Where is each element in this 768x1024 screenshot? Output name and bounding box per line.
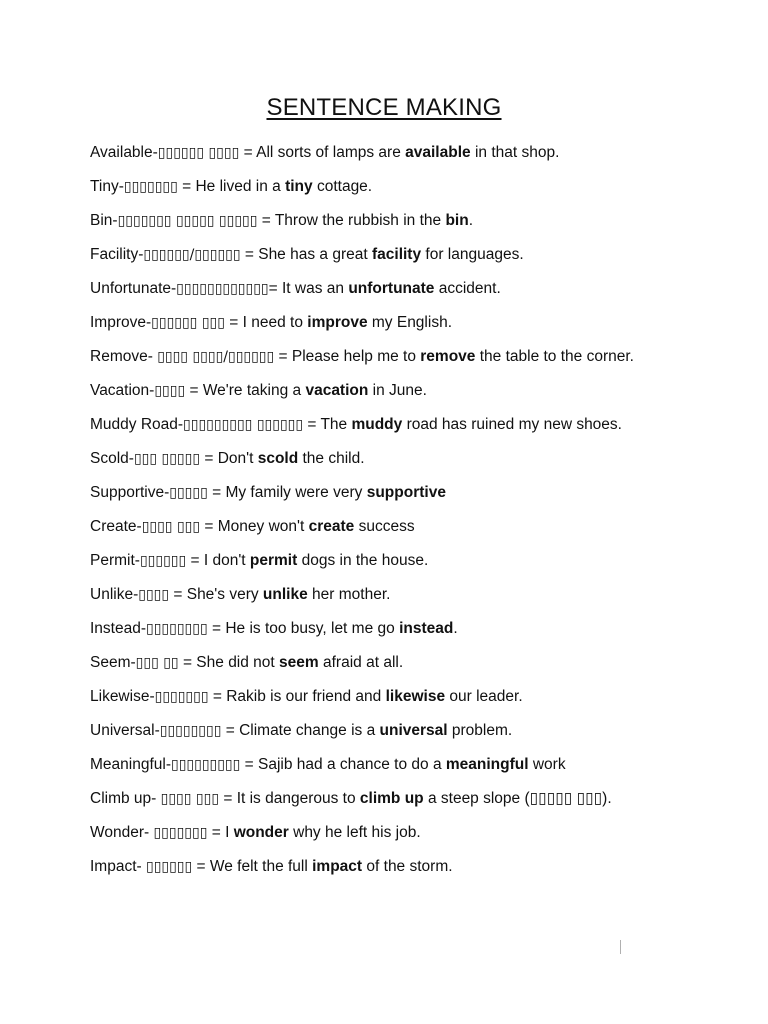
vocab-term: Remove- — [90, 348, 158, 365]
bengali-meaning: ▯▯▯▯▯▯/▯▯▯▯▯▯ — [143, 247, 241, 263]
page-edge-marker — [620, 940, 621, 954]
vocab-term: Instead- — [90, 620, 147, 637]
keyword-bold: tiny — [285, 178, 313, 195]
example-sentence-start: = He lived in a — [177, 178, 286, 195]
example-sentence-start: = She's very — [169, 586, 263, 603]
example-sentence-end: cottage. — [312, 178, 373, 195]
example-sentence-end: . — [453, 620, 458, 637]
keyword-bold: likewise — [385, 688, 446, 705]
bengali-meaning: ▯▯▯▯▯▯▯ — [153, 825, 208, 841]
bengali-meaning: ▯▯▯ ▯▯ — [135, 655, 179, 671]
vocab-term: Supportive- — [90, 484, 170, 501]
example-sentence-start: = Throw the rubbish in the — [257, 212, 446, 229]
example-sentence-end: accident. — [434, 280, 501, 297]
example-sentence-end: work — [528, 756, 566, 773]
example-sentence-end: in June. — [368, 382, 427, 399]
example-sentence-start: = It was an — [268, 280, 349, 297]
example-sentence-start: = Please help me to — [274, 348, 421, 365]
example-sentence-start: = She did not — [178, 654, 280, 671]
vocab-entry — [90, 753, 690, 777]
vocab-term: Permit- — [90, 552, 140, 569]
example-sentence-start: = We felt the full — [192, 858, 313, 875]
example-sentence-start: = My family were very — [207, 484, 367, 501]
bengali-meaning: ▯▯▯▯▯▯▯ — [123, 179, 178, 195]
vocab-entry — [90, 447, 690, 471]
vocab-entry — [90, 413, 690, 437]
vocab-entry — [90, 209, 690, 233]
keyword-bold: seem — [279, 654, 319, 671]
bengali-meaning: ▯▯▯▯▯▯▯ — [154, 689, 209, 705]
vocab-entry — [90, 515, 690, 539]
vocab-term: Meaningful- — [90, 756, 171, 773]
vocab-term: Likewise- — [90, 688, 155, 705]
example-sentence-start: = Sajib had a chance to do a — [240, 756, 446, 773]
vocab-term: Bin- — [90, 212, 118, 229]
example-sentence-end: my English. — [367, 314, 452, 331]
vocab-term: Tiny- — [90, 178, 124, 195]
example-sentence-start: = Rakib is our friend and — [208, 688, 386, 705]
example-sentence-start: = We're taking a — [185, 382, 306, 399]
example-sentence-end: our leader. — [445, 688, 523, 705]
bengali-meaning: ▯▯▯▯▯ — [169, 485, 208, 501]
example-sentence-end: a steep slope (▯▯▯▯▯ ▯▯▯). — [423, 790, 612, 807]
bengali-meaning: ▯▯▯▯▯▯ — [139, 553, 187, 569]
example-sentence-end: why he left his job. — [288, 824, 421, 841]
example-sentence-start: = It is dangerous to — [219, 790, 360, 807]
vocab-entry — [90, 685, 690, 709]
example-sentence-end: of the storm. — [362, 858, 453, 875]
vocab-term: Climb up- — [90, 790, 161, 807]
bengali-meaning: ▯▯▯ ▯▯▯▯▯ — [133, 451, 201, 467]
page-title: SENTENCE MAKING — [266, 94, 502, 121]
vocab-entry — [90, 719, 690, 743]
keyword-bold: climb up — [359, 790, 424, 807]
example-sentence-end: the child. — [298, 450, 365, 467]
vocab-entry — [90, 821, 690, 845]
keyword-bold: unfortunate — [348, 280, 435, 297]
example-sentence-end: afraid at all. — [318, 654, 404, 671]
keyword-bold: facility — [371, 246, 422, 263]
bengali-meaning: ▯▯▯▯▯▯ ▯▯▯▯ — [157, 145, 240, 161]
example-sentence-start: = All sorts of lamps are — [239, 144, 406, 161]
example-sentence-start: = She has a great — [240, 246, 372, 263]
bengali-meaning: ▯▯▯▯ — [154, 383, 186, 399]
example-sentence-start: = Don't — [200, 450, 258, 467]
bengali-meaning: ▯▯▯▯▯▯▯▯▯▯▯▯ — [176, 281, 269, 297]
vocab-entry — [90, 855, 690, 879]
bengali-meaning: ▯▯▯▯▯▯▯▯▯ — [171, 757, 241, 773]
keyword-bold: meaningful — [445, 756, 529, 773]
bengali-meaning: ▯▯▯▯▯▯▯ ▯▯▯▯▯ ▯▯▯▯▯ — [117, 213, 258, 229]
keyword-bold: supportive — [366, 484, 446, 501]
keyword-bold: wonder — [233, 824, 289, 841]
example-sentence-start: = I don't — [186, 552, 250, 569]
example-sentence-start: = I — [207, 824, 234, 841]
example-sentence-start: = I need to — [224, 314, 308, 331]
keyword-bold: impact — [312, 858, 363, 875]
vocab-term: Scold- — [90, 450, 134, 467]
example-sentence-end: problem. — [447, 722, 513, 739]
vocab-entry — [90, 175, 690, 199]
example-sentence-end: success — [354, 518, 415, 535]
keyword-bold: improve — [307, 314, 368, 331]
bengali-meaning: ▯▯▯▯▯▯ ▯▯▯ — [151, 315, 225, 331]
vocab-entry — [90, 549, 690, 573]
vocab-entry — [90, 311, 690, 335]
keyword-bold: universal — [379, 722, 448, 739]
bengali-meaning: ▯▯▯▯ ▯▯▯ — [160, 791, 220, 807]
bengali-meaning: ▯▯▯▯▯▯▯▯ — [159, 723, 222, 739]
vocab-term: Available- — [90, 144, 158, 161]
vocab-term: Impact- — [90, 858, 146, 875]
vocab-term: Unlike- — [90, 586, 139, 603]
example-sentence-start: = He is too busy, let me go — [207, 620, 400, 637]
keyword-bold: unlike — [262, 586, 308, 603]
example-sentence-end: road has ruined my new shoes. — [402, 416, 622, 433]
example-sentence-start: = The — [303, 416, 352, 433]
vocab-entry — [90, 379, 690, 403]
vocabulary-list — [90, 141, 690, 889]
example-sentence-end: the table to the corner. — [475, 348, 634, 365]
vocab-entry — [90, 243, 690, 267]
vocab-entry — [90, 617, 690, 641]
example-sentence-end: in that shop. — [470, 144, 560, 161]
example-sentence-start: = Climate change is a — [221, 722, 380, 739]
example-sentence-start: = Money won't — [200, 518, 309, 535]
vocab-term: Universal- — [90, 722, 160, 739]
bengali-meaning: ▯▯▯▯▯▯▯▯ — [146, 621, 208, 637]
vocab-term: Seem- — [90, 654, 136, 671]
example-sentence-end: her mother. — [307, 586, 391, 603]
vocab-entry — [90, 481, 690, 505]
keyword-bold: create — [308, 518, 355, 535]
keyword-bold: available — [405, 144, 471, 161]
keyword-bold: bin — [445, 212, 469, 229]
bengali-meaning: ▯▯▯▯▯▯ — [145, 859, 193, 875]
keyword-bold: instead — [399, 620, 454, 637]
vocab-term: Muddy Road- — [90, 416, 184, 433]
vocab-entry — [90, 345, 690, 369]
vocab-term: Wonder- — [90, 824, 154, 841]
vocab-entry — [90, 277, 690, 301]
bengali-meaning: ▯▯▯▯ ▯▯▯ — [141, 519, 201, 535]
keyword-bold: muddy — [351, 416, 403, 433]
bengali-meaning: ▯▯▯▯ — [138, 587, 170, 603]
keyword-bold: scold — [257, 450, 299, 467]
vocab-term: Unfortunate- — [90, 280, 177, 297]
vocab-entry — [90, 141, 690, 165]
bengali-meaning: ▯▯▯▯▯▯▯▯▯ ▯▯▯▯▯▯ — [183, 417, 304, 433]
vocab-term: Facility- — [90, 246, 144, 263]
vocab-term: Create- — [90, 518, 142, 535]
bengali-meaning: ▯▯▯▯ ▯▯▯▯/▯▯▯▯▯▯ — [157, 349, 275, 365]
vocab-term: Improve- — [90, 314, 152, 331]
example-sentence-end: . — [468, 212, 473, 229]
vocab-entry — [90, 787, 690, 811]
example-sentence-end: for languages. — [421, 246, 524, 263]
vocab-entry — [90, 651, 690, 675]
vocab-entry — [90, 583, 690, 607]
example-sentence-end: dogs in the house. — [297, 552, 429, 569]
keyword-bold: permit — [249, 552, 298, 569]
keyword-bold: remove — [420, 348, 476, 365]
vocab-term: Vacation- — [90, 382, 155, 399]
keyword-bold: vacation — [305, 382, 369, 399]
